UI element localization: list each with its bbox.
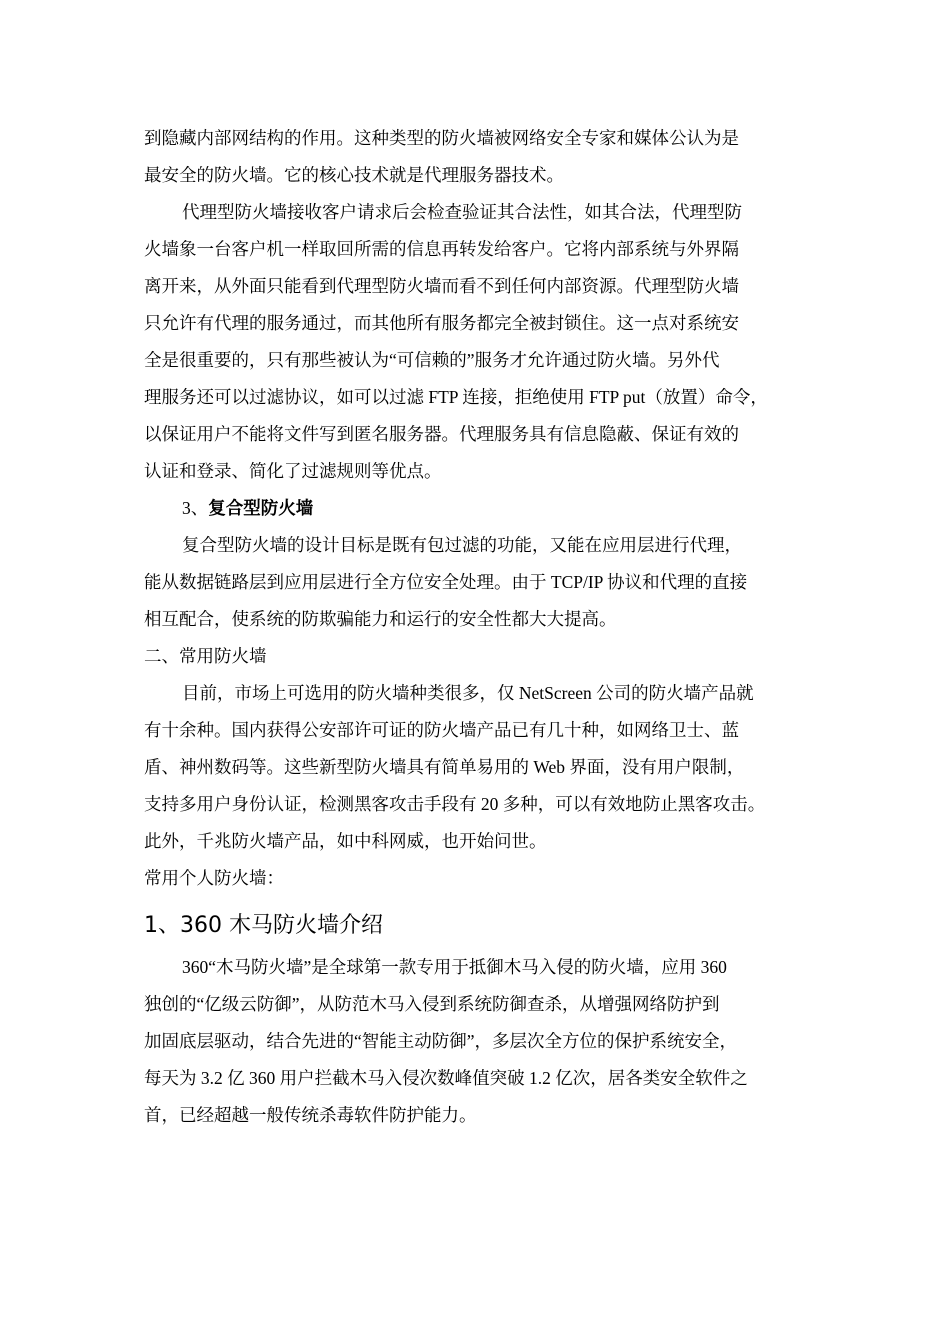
- text-line: 全是很重要的，只有那些被认为“可信赖的”服务才允许通过防火墙。另外代: [144, 350, 720, 370]
- heading-composite-firewall: [144, 490, 819, 527]
- text-line: 每天为 3.2 亿 360 用户拦截木马入侵次数峰值突破 1.2 亿次，居各类安全软件之: [144, 1068, 748, 1088]
- text-line: 支持多用户身份认证，检测黑客攻击手段有 20 多种，可以有效地防止黑客攻击。: [144, 794, 766, 814]
- section-title-common-firewalls: 二、常用防火墙: [144, 646, 267, 666]
- text-line: 有十余种。国内获得公安部许可证的防火墙产品已有几十种，如网络卫士、蓝: [144, 720, 739, 740]
- personal-firewall-label: 常用个人防火墙：: [144, 868, 284, 888]
- text-line: 理服务还可以过滤协议，如可以过滤 FTP 连接，拒绝使用 FTP put（放置）命令，: [144, 387, 768, 407]
- heading-360-firewall: 1、360 木马防火墙介绍: [144, 913, 383, 938]
- document-body: [144, 120, 819, 1134]
- text-line: 复合型防火墙的设计目标是既有包过滤的功能，又能在应用层进行代理，: [182, 535, 742, 555]
- text-line: 加固底层驱动，结合先进的“智能主动防御”，多层次全方位的保护系统安全，: [144, 1031, 738, 1051]
- text-line: 离开来，从外面只能看到代理型防火墙而看不到任何内部资源。代理型防火墙: [144, 276, 739, 296]
- text-line: 相互配合，使系统的防欺骗能力和运行的安全性都大大提高。: [144, 609, 617, 629]
- paragraph-composite-firewall: [144, 527, 819, 638]
- text-line: 此外，千兆防火墙产品，如中科网威，也开始问世。: [144, 831, 547, 851]
- text-line: 代理型防火墙接收客户请求后会检查验证其合法性，如其合法，代理型防: [182, 202, 742, 222]
- text-line: 到隐藏内部网结构的作用。这种类型的防火墙被网络安全专家和媒体公认为是: [144, 128, 739, 148]
- heading-number: 3、: [182, 498, 209, 518]
- text-line: 只允许有代理的服务通过，而其他所有服务都完全被封锁住。这一点对系统安: [144, 313, 739, 333]
- paragraph-intro: [144, 120, 819, 194]
- paragraph-360-firewall: [144, 949, 819, 1134]
- text-line: 以保证用户不能将文件写到匿名服务器。代理服务具有信息隐蔽、保证有效的: [144, 424, 739, 444]
- text-line: 目前，市场上可选用的防火墙种类很多，仅 NetScreen 公司的防火墙产品就: [182, 683, 754, 703]
- paragraph-proxy-firewall: [144, 194, 819, 490]
- text-line: 360“木马防火墙”是全球第一款专用于抵御木马入侵的防火墙，应用 360: [182, 957, 727, 977]
- text-line: 最安全的防火墙。它的核心技术就是代理服务器技术。: [144, 165, 564, 185]
- text-line: 独创的“亿级云防御”，从防范木马入侵到系统防御查杀，从增强网络防护到: [144, 994, 720, 1014]
- heading-label: 复合型防火墙: [208, 498, 314, 518]
- text-line: 盾、神州数码等。这些新型防火墙具有简单易用的 Web 界面，没有用户限制，: [144, 757, 745, 777]
- text-line: 认证和登录、简化了过滤规则等优点。: [144, 461, 442, 481]
- text-line: 能从数据链路层到应用层进行全方位安全处理。由于 TCP/IP 协议和代理的直接: [144, 572, 748, 592]
- paragraph-common-firewalls: [144, 675, 819, 860]
- text-line: 首，已经超越一般传统杀毒软件防护能力。: [144, 1105, 477, 1125]
- text-line: 火墙象一台客户机一样取回所需的信息再转发给客户。它将内部系统与外界隔: [144, 239, 739, 259]
